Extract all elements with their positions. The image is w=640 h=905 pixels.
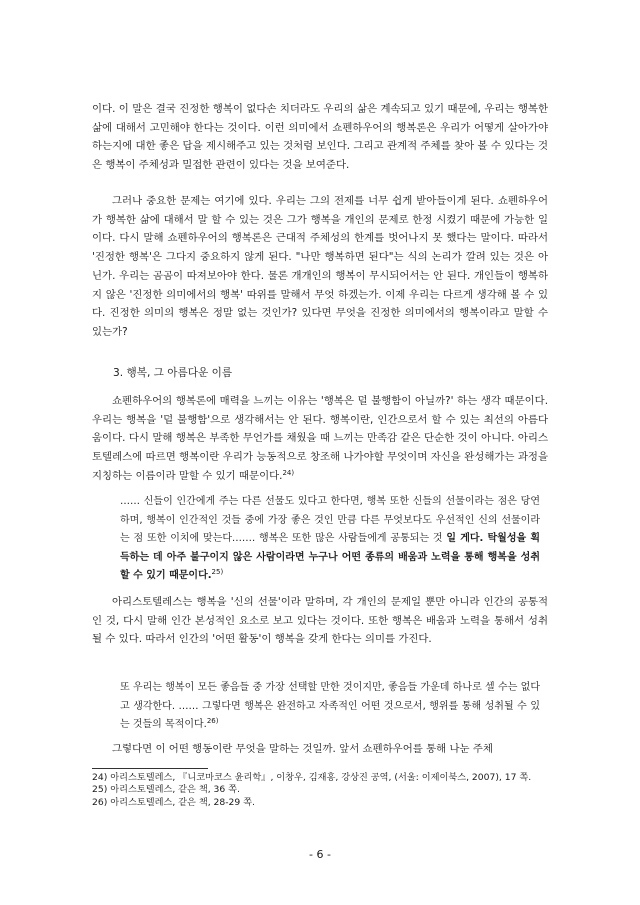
footnote-26: 26) 아리스토텔레스, 같은 책, 28-29 쪽. (92, 796, 255, 808)
footnote-ref-25: 25) (211, 568, 224, 577)
footnote-24: 24) 아리스토텔레스, 『니코마코스 윤리학』, 이창우, 김재홍, 강상진 공역, (서울: 이제이북스, 2007), 17 쪽. (92, 772, 532, 783)
paragraph-3 (92, 392, 548, 486)
page-number: - 6 - (309, 848, 331, 861)
footnote-ref-26: 26) (206, 717, 219, 726)
section-heading: 3. 행복, 그 아름다운 이름 (113, 367, 233, 379)
paragraph-2: 그러나 중요한 문제는 여기에 있다. 우리는 그의 전제를 너무 쉽게 받아들이게 된다. 쇼펜하우어가 행복한 삶에 대해서 말 할 수 있는 것은 그가 행복을 개인의 문제로 한정 시켰기 때문에 가능한 일이다. 다시 말해 쇼펜하우어의 행복론은 근대적 주체성의 한계를 벗어나지 못 했다는 말이다. 따라서 '진정한 행복'은 그다지 중요하지 않게 된다. "나만 행복하면 된다"는 식의 논리가 깔려 있는 것은 아닌가. 우리는 곰곰이 따져보아야 한다. 물론 개개인의 행복이 무시되어서는 안 된다. 개인들이 행복하지 않은 '진정한 의미에서의 행복' 따위를 말해서 무엇 하겠는가. 이제 우리는 다르게 생각해 볼 수 있다. 진정한 의미의 행복은 정말 없는 것인가? 있다면 무엇을 진정한 의미에서의 행복이라고 말할 수 있는가? (92, 195, 548, 338)
paragraph-1: 이다. 이 말은 결국 진정한 행복이 없다손 치더라도 우리의 삶은 계속되고 있기 때문에, 우리는 행복한 삶에 대해서 고민해야 한다는 것이다. 이런 의미에서 쇼펜하우어의 행복론은 우리가 어떻게 살아가야 하는지에 대한 좋은 답을 제시해주고 있는 것처럼 보인다. 그리고 관계적 주체를 찾아 볼 수 있다는 것은 행복이 주체성과 밀접한 관련이 있다는 것을 보여준다. (92, 103, 548, 172)
footnote-25: 25) 아리스토텔레스, 같은 책, 36 쪽. (92, 784, 240, 796)
block-quote-2 (120, 679, 540, 735)
paragraph-4: 아리스토텔레스는 행복을 '신의 선물'이라 말하며, 각 개인의 문제일 뿐만 아니라 인간의 공통적인 것, 다시 말해 인간 본성적인 요소로 보고 있다는 것이다. 또한 행복은 배움과 노력을 통해서 성취될 수 있다. 따라서 인간의 '어떤 활동'이 행복을 갖게 한다는 의미를 가진다. (92, 596, 548, 646)
block-quote-1 (120, 493, 540, 586)
quote-2-text: 또 우리는 행복이 모든 좋음들 중 가장 선택할 만한 것이지만, 좋음들 가운데 하나로 셀 수는 없다고 생각한다. …… 그렇다면 행복은 완전하고 자족적인 어떤 것으로서, 행위를 통해 성취될 수 있는 것들의 목적이다. (120, 682, 540, 731)
quote-1-bold-text: 일 게다. 탁월성을 획득하는 데 아주 불구이지 않은 사람이라면 누구나 어떤 종류의 배움과 노력을 통해 행복을 성취할 수 있기 때문이다. (120, 533, 540, 582)
footnote-divider (92, 768, 208, 769)
paragraph-3-text: 쇼펜하우어의 행복론에 매력을 느끼는 이유는 '행복은 덜 불행함이 아닐까?' 하는 생각 때문이다. 우리는 행복을 '덜 불행함'으로 생각해서는 안 된다. 행복이란, 인간으로서 할 수 있는 최선의 아름다움이다. 다시 말해 행복은 부족한 무언가를 채웠을 때 느끼는 만족감 같은 단순한 것이 아니다. 아리스토텔레스에 따르면 행복이란 우리가 능동적으로 창조해 나가야할 무엇이며 자신을 완성해가는 과정을 지칭하는 이름이라 말할 수 있기 때문이다. (92, 395, 548, 482)
footnote-list (92, 772, 552, 809)
footnote-ref-24: 24) (282, 468, 295, 477)
quote-1-text: …… 신들이 인간에게 주는 다른 선물도 있다고 한다면, 행복 또한 신들의 선물이라는 점은 당연하며, 행복이 인간적인 것들 중에 가장 좋은 것인 만큼 다른 무엇보다도 우선적인 신의 선물이라는 점 또한 이치에 맞는다.…… 행복은 또한 많은 사람들에게 공통되는 것 (120, 496, 540, 545)
paragraph-5: 그렇다면 이 어떤 행동이란 무엇을 말하는 것일까. 앞서 쇼펜하우어를 통해 나눈 주체 (112, 743, 493, 755)
